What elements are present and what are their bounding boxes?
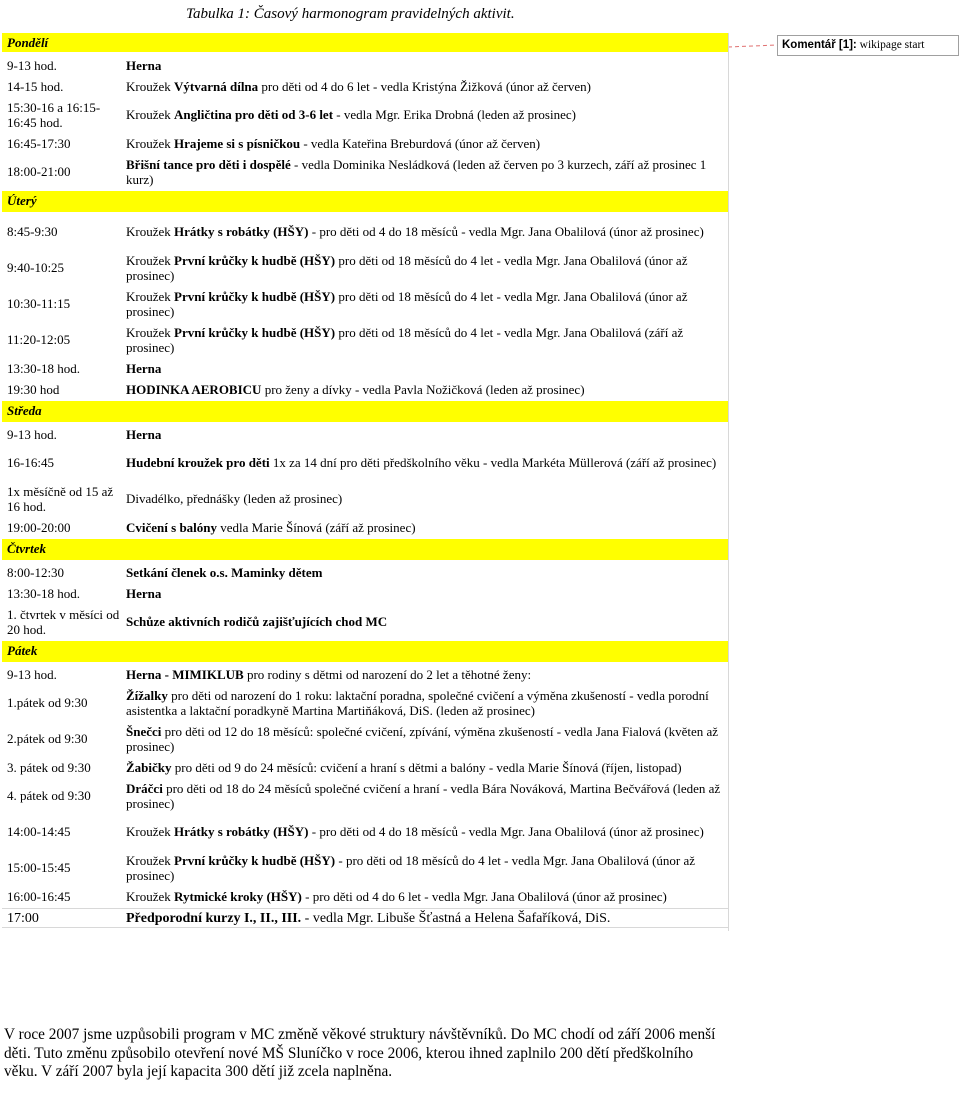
row-description	[126, 253, 728, 283]
desc-prefix: Kroužek	[126, 78, 175, 94]
desc-suffix: pro rodiny s dětmi od narození do 2 let a těhotné ženy:	[243, 666, 532, 682]
row-time: 16:00-16:45	[7, 888, 71, 904]
desc-bold: Dráčci	[126, 780, 163, 796]
row-time: 19:00-20:00	[7, 519, 71, 535]
schedule-row	[2, 359, 728, 377]
comment-connector	[728, 44, 777, 48]
footer-paragraph: V roce 2007 jsme uzpůsobili program v MC změně věkové struktury návštěvníků. Do MC chodí od září 2006 menší děti. Tuto změnu způsobilo otevření nové MŠ Sluníčko v roce 2006, kterou ihned zaplnilo 200 dětí předškolního věku. V září 2007 byla její kapacita 300 dětí již zcela naplněna.	[4, 1026, 716, 1080]
row-time: 9-13 hod.	[7, 426, 57, 442]
desc-bold: Herna - MIMIKLUB	[126, 666, 244, 682]
row-time: 1x měsíčně od 15 až 16 hod.	[7, 483, 114, 514]
schedule-table	[2, 33, 729, 931]
row-time: 9-13 hod.	[7, 666, 57, 682]
row-description	[126, 614, 728, 629]
row-time: 9-13 hod.	[7, 57, 57, 73]
desc-suffix: pro děti od 18 do 24 měsíců společné cvičení a hraní - vedla Bára Nováková, Martina Bečvářová (leden až prosinec)	[126, 780, 721, 811]
day-header-monday: Pondělí	[2, 33, 728, 52]
desc-suffix: - pro děti od 4 do 18 měsíců - vedla Mgr. Jana Obalilová (únor až prosinec)	[308, 824, 704, 839]
day-rows-wednesday	[2, 425, 728, 536]
day-rows-thursday	[2, 563, 728, 638]
schedule-row	[2, 323, 728, 356]
desc-prefix: Kroužek	[126, 135, 175, 151]
desc-bold: První krůčky k hudbě (HŠY)	[174, 252, 336, 268]
desc-suffix: pro děti od 4 do 6 let - vedla Kristýna Žižková (únor až červen)	[258, 78, 591, 94]
desc-bold: Angličtina pro děti od 3-6 let	[174, 107, 334, 122]
comment-balloon[interactable]	[777, 35, 959, 56]
schedule-row	[2, 584, 728, 602]
row-description	[126, 781, 728, 811]
desc-bold: Výtvarná dílna	[174, 78, 259, 94]
day-rows-monday	[2, 56, 728, 188]
row-description	[126, 667, 728, 682]
desc-bold: Herna	[126, 57, 162, 73]
day-header-tuesday: Úterý	[2, 191, 728, 212]
row-time: 16:45-17:30	[7, 135, 71, 151]
desc-bold: Herna	[126, 426, 162, 442]
schedule-row	[2, 155, 728, 188]
schedule-row	[2, 77, 728, 95]
desc-prefix: Divadélko, přednášky (leden až prosinec)	[126, 491, 343, 506]
schedule-row	[2, 446, 728, 479]
desc-suffix: - vedla Dominika Nesládková (leden až červen po 3 kurzech, září až prosinec 1 kurz)	[126, 156, 707, 187]
desc-suffix: - pro děti od 4 do 6 let - vedla Mgr. Jana Obalilová (únor až prosinec)	[301, 888, 667, 904]
desc-bold: Šnečci	[126, 723, 162, 739]
row-time: 3. pátek od 9:30	[7, 759, 91, 775]
row-description	[126, 107, 728, 122]
row-description	[126, 289, 728, 319]
row-time: 18:00-21:00	[7, 164, 71, 179]
desc-bold: Hrátky s robátky (HŠY)	[174, 824, 309, 839]
row-description	[126, 889, 728, 904]
comment-text: wikipage start	[856, 39, 925, 51]
schedule-row	[2, 686, 728, 719]
row-description	[126, 361, 728, 376]
day-header-thursday: Čtvrtek	[2, 539, 728, 560]
desc-suffix: - vedla Mgr. Erika Drobná (leden až prosinec)	[333, 107, 576, 122]
row-time: 8:00-12:30	[7, 564, 65, 580]
row-description	[126, 491, 728, 506]
row-time: 11:20-12:05	[7, 332, 71, 347]
desc-suffix: vedla Marie Šínová (září až prosinec)	[217, 519, 416, 535]
row-description	[126, 911, 728, 926]
schedule-row	[2, 908, 728, 928]
desc-bold: Herna	[126, 585, 162, 601]
desc-prefix: Kroužek	[126, 324, 175, 340]
schedule-row	[2, 215, 728, 248]
row-time: 19:30 hod	[7, 381, 60, 397]
desc-bold: První krůčky k hudbě (HŠY)	[174, 288, 336, 304]
day-header-friday: Pátek	[2, 641, 728, 662]
row-description	[126, 224, 728, 239]
row-time: 1. čtvrtek v měsíci od 20 hod.	[7, 606, 120, 637]
row-description	[126, 853, 728, 883]
row-time: 15:30-16 a 16:15-16:45 hod.	[7, 99, 101, 130]
desc-suffix: pro děti od 12 do 18 měsíců: společné cvičení, zpívání, výměna zkušeností - vedla Jana Fialová (květen až prosinec)	[126, 723, 719, 754]
desc-suffix: - pro děti od 4 do 18 měsíců - vedla Mgr. Jana Obalilová (únor až prosinec)	[308, 224, 704, 239]
desc-bold: Břišní tance pro děti i dospělé	[126, 156, 291, 172]
day-rows-friday	[2, 665, 728, 928]
row-description	[126, 136, 728, 151]
desc-bold: Herna	[126, 360, 162, 376]
desc-suffix: pro děti od narození do 1 roku: laktační poradna, společné cvičení a výměna zkušeností - vedla porodní asistentka a laktační poradkyně Martina Martiňáková, DiS. (leden až prosinec)	[126, 687, 709, 718]
schedule-row	[2, 56, 728, 74]
day-header-wednesday: Středa	[2, 401, 728, 422]
desc-prefix: Kroužek	[126, 852, 175, 868]
schedule-row	[2, 425, 728, 443]
desc-bold: Hrajeme si s písničkou	[174, 135, 301, 151]
row-description	[126, 824, 728, 839]
row-time: 17:00	[7, 910, 39, 926]
day-rows-tuesday	[2, 215, 728, 398]
desc-bold: Žabičky	[126, 759, 172, 775]
row-time: 8:45-9:30	[7, 224, 58, 239]
row-time: 16-16:45	[7, 455, 54, 470]
row-description	[126, 565, 728, 580]
desc-bold: HODINKA AEROBICU	[126, 381, 262, 397]
row-time: 1.pátek od 9:30	[7, 695, 88, 710]
row-description	[126, 724, 728, 754]
row-time: 14:00-14:45	[7, 824, 71, 839]
row-time: 14-15 hod.	[7, 78, 64, 94]
desc-bold: Schůze aktivních rodičů zajišťujících chod MC	[126, 614, 388, 629]
row-description	[126, 157, 728, 187]
desc-bold: Žížalky	[126, 687, 168, 703]
schedule-row	[2, 380, 728, 398]
row-time: 15:00-15:45	[7, 860, 71, 875]
desc-bold: Rytmické kroky (HŠY)	[174, 888, 302, 904]
schedule-row	[2, 482, 728, 515]
row-description	[126, 688, 728, 718]
schedule-row	[2, 887, 728, 905]
row-time: 2.pátek od 9:30	[7, 731, 88, 746]
row-time: 9:40-10:25	[7, 260, 65, 275]
desc-bold: Cvičení s balóny	[126, 519, 218, 535]
desc-suffix: 1x za 14 dní pro děti předškolního věku - vedla Markéta Müllerová (září až prosinec)	[269, 455, 717, 470]
desc-prefix: Kroužek	[126, 824, 175, 839]
schedule-row	[2, 98, 728, 131]
row-description	[126, 455, 728, 470]
comment-label: Komentář [1]:	[782, 39, 857, 51]
row-time: 4. pátek od 9:30	[7, 788, 91, 803]
desc-suffix: pro děti od 18 měsíců do 4 let - vedla Mgr. Jana Obalilová (září až prosinec)	[126, 324, 684, 355]
row-description	[126, 760, 728, 775]
desc-suffix: - vedla Kateřina Breburdová (únor až červen)	[300, 135, 541, 151]
desc-suffix: pro ženy a dívky - vedla Pavla Nožičková (leden až prosinec)	[261, 381, 585, 397]
row-description	[126, 382, 728, 397]
desc-bold: Hudební kroužek pro děti	[126, 455, 270, 470]
desc-bold: První krůčky k hudbě (HŠY)	[174, 852, 336, 868]
row-description	[126, 79, 728, 94]
schedule-row	[2, 665, 728, 683]
schedule-row	[2, 722, 728, 755]
schedule-row	[2, 563, 728, 581]
row-description	[126, 586, 728, 601]
row-time: 10:30-11:15	[7, 296, 71, 311]
desc-suffix: - pro děti od 18 měsíců do 4 let - vedla Mgr. Jana Obalilová (únor až prosinec)	[126, 852, 696, 883]
desc-bold: Předporodní kurzy I., II., III.	[126, 910, 302, 926]
row-description	[126, 58, 728, 73]
desc-bold: Hrátky s robátky (HŠY)	[174, 224, 309, 239]
row-description	[126, 520, 728, 535]
desc-prefix: Kroužek	[126, 224, 175, 239]
schedule-row	[2, 287, 728, 320]
schedule-row	[2, 518, 728, 536]
schedule-row	[2, 815, 728, 848]
schedule-row	[2, 851, 728, 884]
desc-bold: Setkání členek o.s. Maminky dětem	[126, 564, 323, 580]
desc-suffix: pro děti od 18 měsíců do 4 let - vedla Mgr. Jana Obalilová (únor až prosinec)	[126, 288, 688, 319]
schedule-row	[2, 779, 728, 812]
desc-prefix: Kroužek	[126, 252, 175, 268]
desc-suffix: - vedla Mgr. Libuše Šťastná a Helena Šafaříková, DiS.	[301, 910, 611, 926]
row-time: 13:30-18 hod.	[7, 360, 80, 376]
row-time: 13:30-18 hod.	[7, 585, 80, 601]
desc-bold: První krůčky k hudbě (HŠY)	[174, 324, 336, 340]
schedule-row	[2, 251, 728, 284]
schedule-row	[2, 758, 728, 776]
desc-prefix: Kroužek	[126, 888, 175, 904]
desc-prefix: Kroužek	[126, 288, 175, 304]
schedule-row	[2, 134, 728, 152]
desc-suffix: pro děti od 9 do 24 měsíců: cvičení a hraní s dětmi a balóny - vedla Marie Šínová (říjen, listopad)	[171, 759, 682, 775]
row-description	[126, 325, 728, 355]
schedule-row	[2, 605, 728, 638]
desc-suffix: pro děti od 18 měsíců do 4 let - vedla Mgr. Jana Obalilová (únor až prosinec)	[126, 252, 688, 283]
desc-prefix: Kroužek	[126, 107, 175, 122]
row-description	[126, 427, 728, 442]
table-caption: Tabulka 1: Časový harmonogram pravidelných aktivit.	[186, 6, 515, 22]
